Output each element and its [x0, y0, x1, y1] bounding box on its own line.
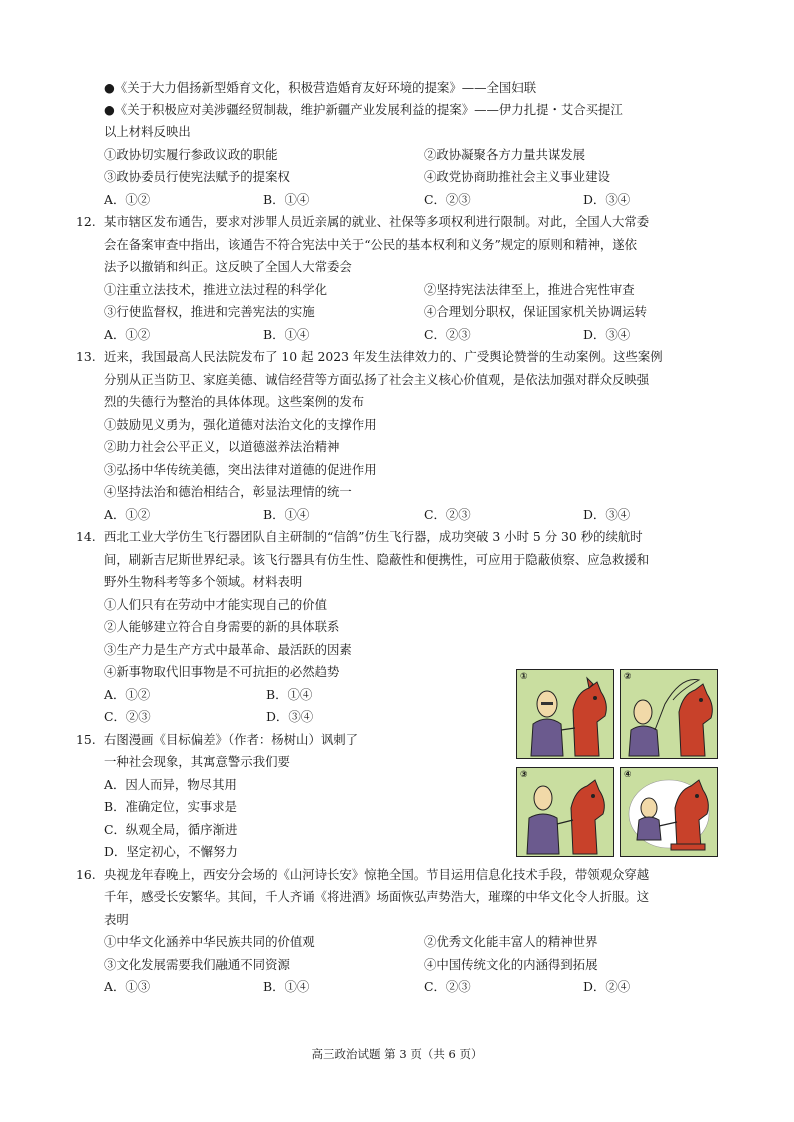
man-pulling-horse-illustration [517, 768, 613, 856]
man-with-whip-illustration [621, 670, 717, 758]
q16-choice-c: C．②③ [424, 979, 471, 994]
q15-choice-c: C．纵观全局，循序渐进 [104, 822, 238, 837]
q14-option-3: ③生产力是生产方式中最革命、最活跃的因素 [104, 642, 352, 657]
q11-option-1: ①政协切实履行参政议政的职能 [104, 147, 278, 162]
cartoon-panel-1 [516, 669, 614, 759]
q11-bullet-2: ●《关于积极应对美涉疆经贸制裁，维护新疆产业发展利益的提案》——伊力扎提・艾合买提江 [104, 102, 623, 117]
panel-number-label: ① [520, 672, 528, 682]
q15-number: 15. [76, 732, 96, 747]
q16-number: 16. [76, 867, 96, 882]
q12-option-1: ①注重立法技术，推进立法过程的科学化 [104, 282, 328, 297]
q14-choice-a: A．①② [104, 687, 151, 702]
q13-option-4: ④坚持法治和德治相结合，彰显法理情的统一 [104, 484, 352, 499]
panel-number-label: ③ [520, 770, 528, 780]
q11-stem: 以上材料反映出 [104, 124, 191, 139]
q13-option-2: ②助力社会公平正义，以道德滋养法治精神 [104, 439, 340, 454]
q13-stem-line-3: 烈的失德行为整治的具体体现。这些案例的发布 [104, 394, 365, 409]
q14-option-1: ①人们只有在劳动中才能实现自己的价值 [104, 597, 328, 612]
q11-option-4: ④政党协商助推社会主义事业建设 [424, 169, 610, 184]
q16-option-4: ④中国传统文化的内涵得到拓展 [424, 957, 598, 972]
q16-choice-a: A．①③ [104, 979, 151, 994]
q15-choice-b: B．准确定位，实事求是 [104, 799, 238, 814]
q12-option-4: ④合理划分职权，保证国家机关协调运转 [424, 304, 648, 319]
cartoon-panel-3 [516, 767, 614, 857]
q14-choice-b: B．①④ [266, 687, 313, 702]
q13-stem-line-1: 近来，我国最高人民法院发布了 10 起 2023 年发生法律效力的、广受舆论赞誉的生动案例。这些案例 [104, 349, 663, 364]
page-footer: 高三政治试题 第 3 页（共 6 页） [311, 1047, 483, 1061]
panel-number-label: ② [624, 672, 632, 682]
q16-option-2: ②优秀文化能丰富人的精神世界 [424, 934, 598, 949]
q11-choice-c: C．②③ [424, 192, 471, 207]
q13-option-3: ③弘扬中华传统美德，突出法律对道德的促进作用 [104, 462, 377, 477]
q12-choice-d: D．③④ [583, 327, 631, 342]
q14-stem-line-1: 西北工业大学仿生飞行器团队自主研制的“信鸽”仿生飞行器，成功突破 3 小时 5 分 30 秒的续航时 [104, 529, 643, 544]
q11-choice-d: D．③④ [583, 192, 631, 207]
q15-stem-line-2: 一种社会现象，其寓意警示我们要 [104, 754, 290, 769]
q13-stem-line-2: 分别从正当防卫、家庭美德、诚信经营等方面弘扬了社会主义核心价值观，是依法加强对群众反映强 [104, 372, 650, 387]
q12-number: 12. [76, 214, 96, 229]
q15-choice-a: A．因人而异，物尽其用 [104, 777, 237, 792]
q13-choice-a: A．①② [104, 507, 151, 522]
q16-stem-line-1: 央视龙年春晚上，西安分会场的《山河诗长安》惊艳全国。节目运用信息化技术手段，带领观众穿越 [104, 867, 650, 882]
q12-stem-line-3: 法予以撤销和纠正。这反映了全国人大常委会 [104, 259, 352, 274]
q12-choice-a: A．①② [104, 327, 151, 342]
q14-option-4: ④新事物取代旧事物是不可抗拒的必然趋势 [104, 664, 340, 679]
q16-stem-line-3: 表明 [104, 912, 129, 927]
q14-stem-line-2: 间，刷新吉尼斯世界纪录。该飞行器具有仿生性、隐蔽性和便携性，可应用于隐蔽侦察、应急救援和 [104, 552, 650, 567]
q12-option-2: ②坚持宪法法律至上，推进合宪性审查 [424, 282, 635, 297]
q16-stem-line-2: 千年，感受长安繁华。其间，千人齐诵《将进酒》场面恢弘声势浩大，璀璨的中华文化令人折服。这 [104, 889, 650, 904]
panel-number-label: ④ [624, 770, 632, 780]
q16-option-1: ①中华文化涵养中华民族共同的价值观 [104, 934, 315, 949]
q11-choice-a: A．①② [104, 192, 151, 207]
q15-stem-line-1: 右图漫画《目标偏差》（作者：杨树山）讽刺了 [104, 732, 359, 747]
q14-option-2: ②人能够建立符合自身需要的新的具体联系 [104, 619, 340, 634]
q12-choice-c: C．②③ [424, 327, 471, 342]
q16-choice-b: B．①④ [263, 979, 310, 994]
man-and-horse-illustration [517, 670, 613, 758]
cartoon-panel-2 [620, 669, 718, 759]
q13-number: 13. [76, 349, 96, 364]
q12-choice-b: B．①④ [263, 327, 310, 342]
q16-option-3: ③文化发展需要我们融通不同资源 [104, 957, 290, 972]
q11-bullet-1: ●《关于大力倡扬新型婚育文化，积极营造婚育友好环境的提案》——全国妇联 [104, 80, 537, 95]
q13-choice-b: B．①④ [263, 507, 310, 522]
q11-choice-b: B．①④ [263, 192, 310, 207]
q11-option-2: ②政协凝聚各方力量共谋发展 [424, 147, 586, 162]
q14-stem-line-3: 野外生物科考等多个领域。材料表明 [104, 574, 303, 589]
q11-option-3: ③政协委员行使宪法赋予的提案权 [104, 169, 290, 184]
q12-stem-line-2: 会在备案审查中指出，该通告不符合宪法中关于“公民的基本权利和义务”规定的原则和精神，遂依 [104, 237, 638, 252]
q12-stem-line-1: 某市辖区发布通告，要求对涉罪人员近亲属的就业、社保等多项权利进行限制。对此，全国人大常委 [104, 214, 650, 229]
cartoon-panel-4 [620, 767, 718, 857]
q14-choice-d: D．③④ [266, 709, 314, 724]
q14-choice-c: C．②③ [104, 709, 151, 724]
q13-choice-c: C．②③ [424, 507, 471, 522]
man-and-chess-knight-illustration [621, 768, 717, 856]
q14-number: 14. [76, 529, 96, 544]
q12-option-3: ③行使监督权，推进和完善宪法的实施 [104, 304, 315, 319]
q16-choice-d: D．②④ [583, 979, 631, 994]
q15-choice-d: D．坚定初心，不懈努力 [104, 844, 238, 859]
q13-choice-d: D．③④ [583, 507, 631, 522]
q13-option-1: ①鼓励见义勇为，强化道德对法治文化的支撑作用 [104, 417, 377, 432]
